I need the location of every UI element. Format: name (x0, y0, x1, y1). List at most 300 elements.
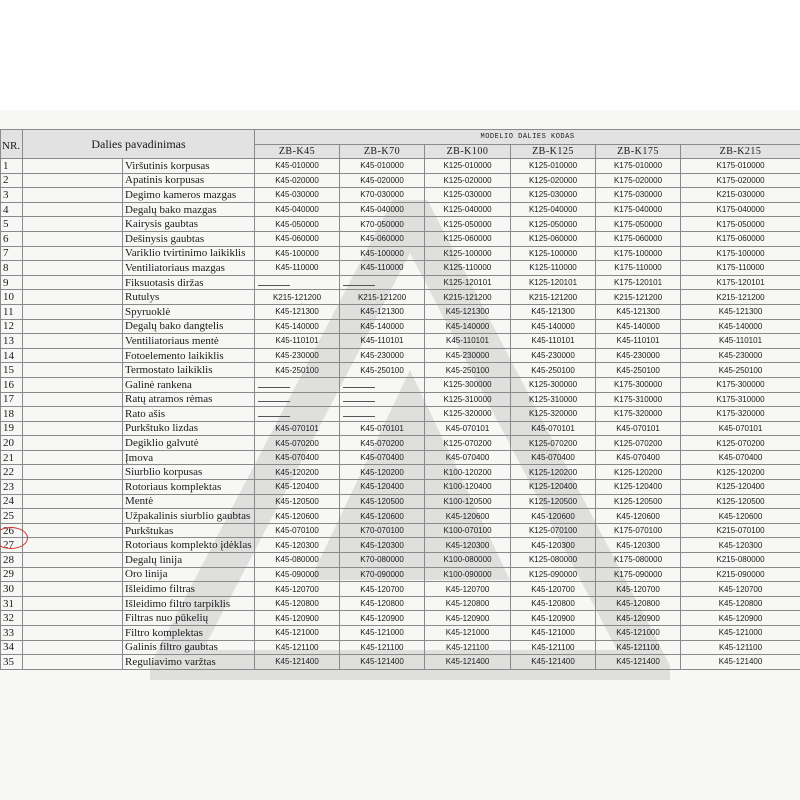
part-code: K45-010000 (340, 159, 425, 174)
part-code: K45-121300 (596, 304, 681, 319)
part-code: K45-120300 (340, 538, 425, 553)
part-code: K125-070100 (511, 523, 596, 538)
row-number: 27 (1, 538, 23, 553)
table-row (1, 231, 800, 246)
table-row (1, 436, 800, 451)
row-number: 5 (1, 217, 23, 232)
row-number: 3 (1, 188, 23, 203)
part-name: Oro linija (123, 567, 255, 582)
model-header-zb-k175: ZB-K175 (596, 145, 681, 159)
part-code: K45-120600 (340, 509, 425, 524)
part-code: K45-121000 (596, 626, 681, 641)
row-number: 10 (1, 290, 23, 305)
part-code: K45-070400 (425, 450, 511, 465)
part-code: K125-120101 (511, 275, 596, 290)
blank-cell (23, 231, 123, 246)
part-code: K45-100000 (340, 246, 425, 261)
part-code: K125-020000 (425, 173, 511, 188)
part-code: K100-120200 (425, 465, 511, 480)
model-code-group-header: MODELIO DALIES KODAS (255, 130, 800, 145)
part-code: K125-300000 (425, 377, 511, 392)
part-code: K45-140000 (511, 319, 596, 334)
part-code: K125-320000 (425, 407, 511, 422)
part-code: K125-060000 (425, 231, 511, 246)
row-number: 28 (1, 553, 23, 568)
row-number: 34 (1, 640, 23, 655)
part-code: K45-070200 (340, 436, 425, 451)
part-code: K45-120700 (255, 582, 340, 597)
part-code: K45-121300 (255, 304, 340, 319)
part-code: K175-010000 (681, 159, 800, 174)
part-name-column-header: Dalies pavadinimas (23, 130, 255, 159)
table-row (1, 319, 800, 334)
table-row (1, 173, 800, 188)
part-code: K45-080000 (255, 553, 340, 568)
part-name: Purkštuko lizdas (123, 421, 255, 436)
part-code: K175-300000 (596, 377, 681, 392)
part-code: K45-120200 (340, 465, 425, 480)
part-code: K45-120700 (511, 582, 596, 597)
part-code: K45-120300 (255, 538, 340, 553)
part-code: K125-110000 (425, 261, 511, 276)
dash-mark (343, 416, 375, 417)
row-number: 17 (1, 392, 23, 407)
part-name: Rotoriaus komplektas (123, 480, 255, 495)
part-name: Degalų bako mazgas (123, 202, 255, 217)
part-code: K45-090000 (255, 567, 340, 582)
part-code: K45-121300 (511, 304, 596, 319)
part-code: K125-310000 (425, 392, 511, 407)
part-code: K125-070200 (425, 436, 511, 451)
part-name: Ratų atramos rėmas (123, 392, 255, 407)
table-row (1, 348, 800, 363)
part-code: K125-050000 (425, 217, 511, 232)
empty-code-dash (340, 377, 425, 392)
row-number: 26 (1, 523, 23, 538)
part-code: K45-120600 (255, 509, 340, 524)
part-code: K175-020000 (681, 173, 800, 188)
empty-code-dash (340, 275, 425, 290)
part-code: K45-250100 (255, 363, 340, 378)
part-code: K45-070101 (340, 421, 425, 436)
part-code: K45-070101 (255, 421, 340, 436)
row-number: 2 (1, 173, 23, 188)
part-code: K45-121000 (255, 626, 340, 641)
empty-code-dash (255, 392, 340, 407)
part-code: K45-120900 (511, 611, 596, 626)
blank-cell (23, 392, 123, 407)
part-code: K125-120200 (681, 465, 800, 480)
part-code: K45-120500 (340, 494, 425, 509)
blank-cell (23, 655, 123, 670)
part-code: K45-120700 (681, 582, 800, 597)
dash-mark (258, 387, 290, 388)
part-code: K125-030000 (425, 188, 511, 203)
dash-mark (343, 387, 375, 388)
part-name: Spyruoklė (123, 304, 255, 319)
part-code: K45-121400 (425, 655, 511, 670)
part-code: K45-100000 (255, 246, 340, 261)
part-code: K125-020000 (511, 173, 596, 188)
part-name: Viršutinis korpusas (123, 159, 255, 174)
part-code: K125-120200 (596, 465, 681, 480)
part-code: K45-120600 (511, 509, 596, 524)
dash-mark (258, 285, 290, 286)
part-name: Ventiliatoriaus mazgas (123, 261, 255, 276)
row-number: 18 (1, 407, 23, 422)
part-code: K215-070100 (681, 523, 800, 538)
part-code: K100-080000 (425, 553, 511, 568)
part-code: K70-080000 (340, 553, 425, 568)
row-number: 9 (1, 275, 23, 290)
part-code: K45-050000 (255, 217, 340, 232)
blank-cell (23, 188, 123, 203)
part-code: K45-060000 (255, 231, 340, 246)
table-row (1, 494, 800, 509)
part-code: K100-070100 (425, 523, 511, 538)
row-number: 4 (1, 202, 23, 217)
part-code: K45-110101 (511, 334, 596, 349)
part-code: K45-230000 (596, 348, 681, 363)
part-code: K45-110101 (425, 334, 511, 349)
row-number: 24 (1, 494, 23, 509)
table-row (1, 538, 800, 553)
part-code: K45-110000 (255, 261, 340, 276)
part-name: Rato ašis (123, 407, 255, 422)
blank-cell (23, 246, 123, 261)
part-code: K45-070101 (681, 421, 800, 436)
part-code: K45-120300 (511, 538, 596, 553)
table-row (1, 246, 800, 261)
part-code: K175-120101 (596, 275, 681, 290)
part-code: K45-120600 (681, 509, 800, 524)
empty-code-dash (255, 275, 340, 290)
part-name: Rotoriaus komplekto įdėklas (123, 538, 255, 553)
part-code: K100-120400 (425, 480, 511, 495)
part-name: Termostato laikiklis (123, 363, 255, 378)
model-header-zb-k125: ZB-K125 (511, 145, 596, 159)
empty-code-dash (340, 407, 425, 422)
table-row (1, 421, 800, 436)
part-code: K45-140000 (425, 319, 511, 334)
part-code: K45-040000 (340, 202, 425, 217)
part-code: K175-010000 (596, 159, 681, 174)
blank-cell (23, 509, 123, 524)
part-code: K175-050000 (681, 217, 800, 232)
dash-mark (258, 401, 290, 402)
blank-cell (23, 582, 123, 597)
part-code: K45-121100 (255, 640, 340, 655)
part-code: K175-110000 (596, 261, 681, 276)
part-code: K125-090000 (511, 567, 596, 582)
blank-cell (23, 640, 123, 655)
part-name: Galinė rankena (123, 377, 255, 392)
row-number: 12 (1, 319, 23, 334)
part-code: K125-040000 (425, 202, 511, 217)
part-code: K45-120800 (511, 596, 596, 611)
part-code: K175-100000 (681, 246, 800, 261)
blank-cell (23, 523, 123, 538)
part-code: K125-040000 (511, 202, 596, 217)
part-code: K45-120600 (596, 509, 681, 524)
part-code: K215-090000 (681, 567, 800, 582)
part-code: K45-120700 (596, 582, 681, 597)
part-code: K125-120500 (511, 494, 596, 509)
part-code: K175-020000 (596, 173, 681, 188)
part-code: K45-120400 (255, 480, 340, 495)
part-code: K125-050000 (511, 217, 596, 232)
part-code: K45-120900 (425, 611, 511, 626)
part-code: K125-070200 (681, 436, 800, 451)
part-code: K175-300000 (681, 377, 800, 392)
part-code: K45-120700 (425, 582, 511, 597)
part-code: K45-070101 (511, 421, 596, 436)
table-row (1, 261, 800, 276)
part-code: K45-121300 (681, 304, 800, 319)
row-number: 31 (1, 596, 23, 611)
part-code: K125-120500 (596, 494, 681, 509)
part-code: K45-040000 (255, 202, 340, 217)
row-number: 35 (1, 655, 23, 670)
part-code: K125-010000 (511, 159, 596, 174)
part-code: K45-140000 (596, 319, 681, 334)
blank-cell (23, 450, 123, 465)
part-code: K45-121000 (340, 626, 425, 641)
blank-cell (23, 421, 123, 436)
part-code: K45-250100 (681, 363, 800, 378)
part-code: K45-030000 (255, 188, 340, 203)
part-code: K100-120500 (425, 494, 511, 509)
part-code: K45-070400 (340, 450, 425, 465)
part-name: Galinis filtro gaubtas (123, 640, 255, 655)
row-number: 19 (1, 421, 23, 436)
table-row (1, 407, 800, 422)
row-number: 21 (1, 450, 23, 465)
part-code: K45-230000 (340, 348, 425, 363)
part-name: Mentė (123, 494, 255, 509)
blank-cell (23, 494, 123, 509)
dash-mark (258, 416, 290, 417)
row-number: 25 (1, 509, 23, 524)
part-code: K125-010000 (425, 159, 511, 174)
part-code: K45-120900 (340, 611, 425, 626)
part-code: K175-060000 (596, 231, 681, 246)
nr-column-header: NR. (1, 130, 23, 159)
part-code: K45-070101 (596, 421, 681, 436)
part-code: K125-120400 (681, 480, 800, 495)
part-code: K215-030000 (681, 188, 800, 203)
part-code: K45-120300 (425, 538, 511, 553)
blank-cell (23, 173, 123, 188)
part-code: K175-110000 (681, 261, 800, 276)
blank-cell (23, 611, 123, 626)
part-name: Kairysis gaubtas (123, 217, 255, 232)
part-code: K45-121400 (255, 655, 340, 670)
parts-table-body (1, 159, 800, 670)
part-code: K175-320000 (596, 407, 681, 422)
model-header-zb-k45: ZB-K45 (255, 145, 340, 159)
table-row (1, 159, 800, 174)
row-number: 16 (1, 377, 23, 392)
part-name: Dešinysis gaubtas (123, 231, 255, 246)
part-code: K45-120900 (255, 611, 340, 626)
part-code: K70-030000 (340, 188, 425, 203)
part-code: K125-110000 (511, 261, 596, 276)
part-code: K45-010000 (255, 159, 340, 174)
blank-cell (23, 538, 123, 553)
part-name: Užpakalinis siurblio gaubtas (123, 509, 255, 524)
part-name: Rutulys (123, 290, 255, 305)
part-code: K45-070101 (425, 421, 511, 436)
part-code: K125-100000 (511, 246, 596, 261)
model-header-zb-k70: ZB-K70 (340, 145, 425, 159)
part-code: K45-230000 (425, 348, 511, 363)
part-code: K175-050000 (596, 217, 681, 232)
blank-cell (23, 363, 123, 378)
part-code: K45-070400 (681, 450, 800, 465)
row-number: 33 (1, 626, 23, 641)
part-code: K45-070400 (511, 450, 596, 465)
part-code: K45-121100 (681, 640, 800, 655)
table-row (1, 304, 800, 319)
table-row (1, 290, 800, 305)
part-name: Degalų bako dangtelis (123, 319, 255, 334)
row-number: 22 (1, 465, 23, 480)
blank-cell (23, 275, 123, 290)
dash-mark (343, 401, 375, 402)
table-row (1, 596, 800, 611)
part-code: K215-121200 (596, 290, 681, 305)
row-number: 29 (1, 567, 23, 582)
table-row (1, 450, 800, 465)
table-row (1, 626, 800, 641)
row-number: 14 (1, 348, 23, 363)
table-row (1, 655, 800, 670)
part-code: K45-121400 (340, 655, 425, 670)
empty-code-dash (255, 407, 340, 422)
row-number: 13 (1, 334, 23, 349)
blank-cell (23, 348, 123, 363)
part-name: Išleidimo filtras (123, 582, 255, 597)
part-code: K45-120700 (340, 582, 425, 597)
part-name: Apatinis korpusas (123, 173, 255, 188)
part-code: K45-121100 (511, 640, 596, 655)
part-code: K45-120800 (596, 596, 681, 611)
part-code: K45-250100 (425, 363, 511, 378)
blank-cell (23, 567, 123, 582)
row-number: 30 (1, 582, 23, 597)
part-code: K45-070100 (255, 523, 340, 538)
empty-code-dash (255, 377, 340, 392)
part-code: K175-310000 (681, 392, 800, 407)
part-code: K175-040000 (596, 202, 681, 217)
part-code: K175-100000 (596, 246, 681, 261)
part-code: K45-121100 (340, 640, 425, 655)
part-code: K125-120200 (511, 465, 596, 480)
part-code: K215-080000 (681, 553, 800, 568)
part-code: K45-121000 (681, 626, 800, 641)
table-row (1, 523, 800, 538)
part-code: K45-060000 (340, 231, 425, 246)
part-code: K45-070200 (255, 436, 340, 451)
part-code: K45-110101 (681, 334, 800, 349)
blank-cell (23, 407, 123, 422)
blank-cell (23, 319, 123, 334)
part-code: K175-030000 (596, 188, 681, 203)
table-row (1, 363, 800, 378)
blank-cell (23, 217, 123, 232)
part-code: K45-120900 (681, 611, 800, 626)
parts-code-table (0, 129, 800, 670)
part-code: K70-090000 (340, 567, 425, 582)
part-code: K45-121000 (425, 626, 511, 641)
row-number: 6 (1, 231, 23, 246)
row-number: 32 (1, 611, 23, 626)
table-row (1, 202, 800, 217)
part-code: K45-110000 (340, 261, 425, 276)
row-number: 15 (1, 363, 23, 378)
part-code: K175-120101 (681, 275, 800, 290)
part-code: K175-070100 (596, 523, 681, 538)
table-row (1, 217, 800, 232)
part-code: K45-070400 (255, 450, 340, 465)
part-code: K125-080000 (511, 553, 596, 568)
part-name: Fiksuotasis diržas (123, 275, 255, 290)
part-name: Fotoelemento laikiklis (123, 348, 255, 363)
part-code: K45-120800 (425, 596, 511, 611)
table-row (1, 480, 800, 495)
part-code: K125-120500 (681, 494, 800, 509)
part-code: K125-320000 (511, 407, 596, 422)
part-code: K125-060000 (511, 231, 596, 246)
part-code: K45-020000 (340, 173, 425, 188)
empty-code-dash (340, 392, 425, 407)
blank-cell (23, 465, 123, 480)
part-code: K125-310000 (511, 392, 596, 407)
part-code: K45-120400 (340, 480, 425, 495)
part-code: K215-121200 (425, 290, 511, 305)
part-code: K45-250100 (511, 363, 596, 378)
part-name: Reguliavimo varžtas (123, 655, 255, 670)
part-name: Degalų linija (123, 553, 255, 568)
part-code: K45-110101 (255, 334, 340, 349)
part-name: Išleidimo filtro tarpiklis (123, 596, 255, 611)
part-code: K70-070100 (340, 523, 425, 538)
part-code: K45-070400 (596, 450, 681, 465)
part-code: K45-120800 (340, 596, 425, 611)
part-code: K125-030000 (511, 188, 596, 203)
part-name: Variklio tvirtinimo laikiklis (123, 246, 255, 261)
part-code: K125-120101 (425, 275, 511, 290)
blank-cell (23, 202, 123, 217)
part-code: K45-121100 (425, 640, 511, 655)
blank-cell (23, 553, 123, 568)
part-code: K45-121100 (596, 640, 681, 655)
part-code: K45-250100 (596, 363, 681, 378)
blank-cell (23, 159, 123, 174)
blank-cell (23, 334, 123, 349)
part-code: K215-121200 (255, 290, 340, 305)
model-header-zb-k215: ZB-K215 (681, 145, 800, 159)
part-code: K175-090000 (596, 567, 681, 582)
part-code: K45-110101 (340, 334, 425, 349)
part-code: K45-121400 (596, 655, 681, 670)
part-code: K45-121300 (425, 304, 511, 319)
table-row (1, 275, 800, 290)
part-code: K175-040000 (681, 202, 800, 217)
blank-cell (23, 377, 123, 392)
part-code: K175-320000 (681, 407, 800, 422)
